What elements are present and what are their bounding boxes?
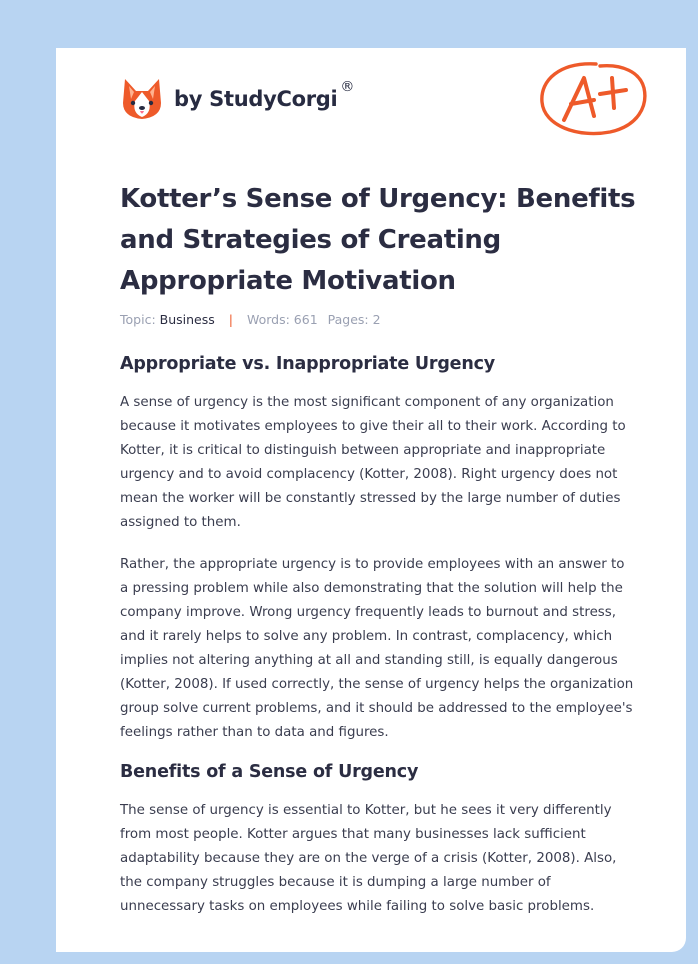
topic-label: Topic:	[120, 312, 156, 327]
section-heading: Appropriate vs. Inappropriate Urgency	[120, 354, 495, 374]
words-label: Words:	[246, 312, 290, 327]
corgi-logo-icon	[122, 77, 162, 121]
document-page	[56, 48, 686, 952]
a-plus-grade-icon	[538, 58, 650, 140]
pages-label: Pages:	[327, 312, 369, 327]
paragraph: Rather, the appropriate urgency is to provide employees with an answer to a pressing problem while also demonstrating that the solution will help the company improve. Wrong urgency frequently leads to burnout and stress, and it rarely helps to solve any problem. In contrast, complacency, which implies not altering anything at all and standing still, is equally dangerous (Kotter, 2008). If used correctly, the sense of urgency helps the organization group solve current problems, and it should be addressed to the employee's feelings rather than to data and figures.	[120, 557, 634, 740]
section-heading: Benefits of a Sense of Urgency	[120, 762, 419, 782]
brand-header[interactable]	[122, 76, 354, 122]
pages-count: 2	[372, 312, 381, 327]
paragraph: The sense of urgency is essential to Kotter, but he sees it very differently from most people. Kotter argues that many businesses lack sufficient adaptability because they are on the verge of a crisis (Kotter, 2008). Also, the company struggles because it is dumping a large number of unnecessary tasks on employees while failing to solve basic problems.	[120, 803, 617, 914]
registered-mark: ®	[340, 79, 355, 95]
brand-name: by StudyCorgi	[174, 87, 338, 111]
paragraph: A sense of urgency is the most significant component of any organization because it motivates employees to give their all to their work. According to Kotter, it is critical to distinguish between appropriate and inappropriate urgency and to avoid complacency (Kotter, 2008). Right urgency does not mean the worker will be constantly stressed by the large number of duties assigned to them.	[120, 395, 626, 530]
meta-separator: |	[228, 312, 233, 327]
topic-link[interactable]: Business	[159, 312, 215, 327]
words-count: 661	[293, 312, 318, 327]
document-meta	[120, 312, 381, 327]
document-title: Kotter’s Sense of Urgency: Benefits and Strategies of Creating Appropriate Motivation	[120, 184, 636, 296]
